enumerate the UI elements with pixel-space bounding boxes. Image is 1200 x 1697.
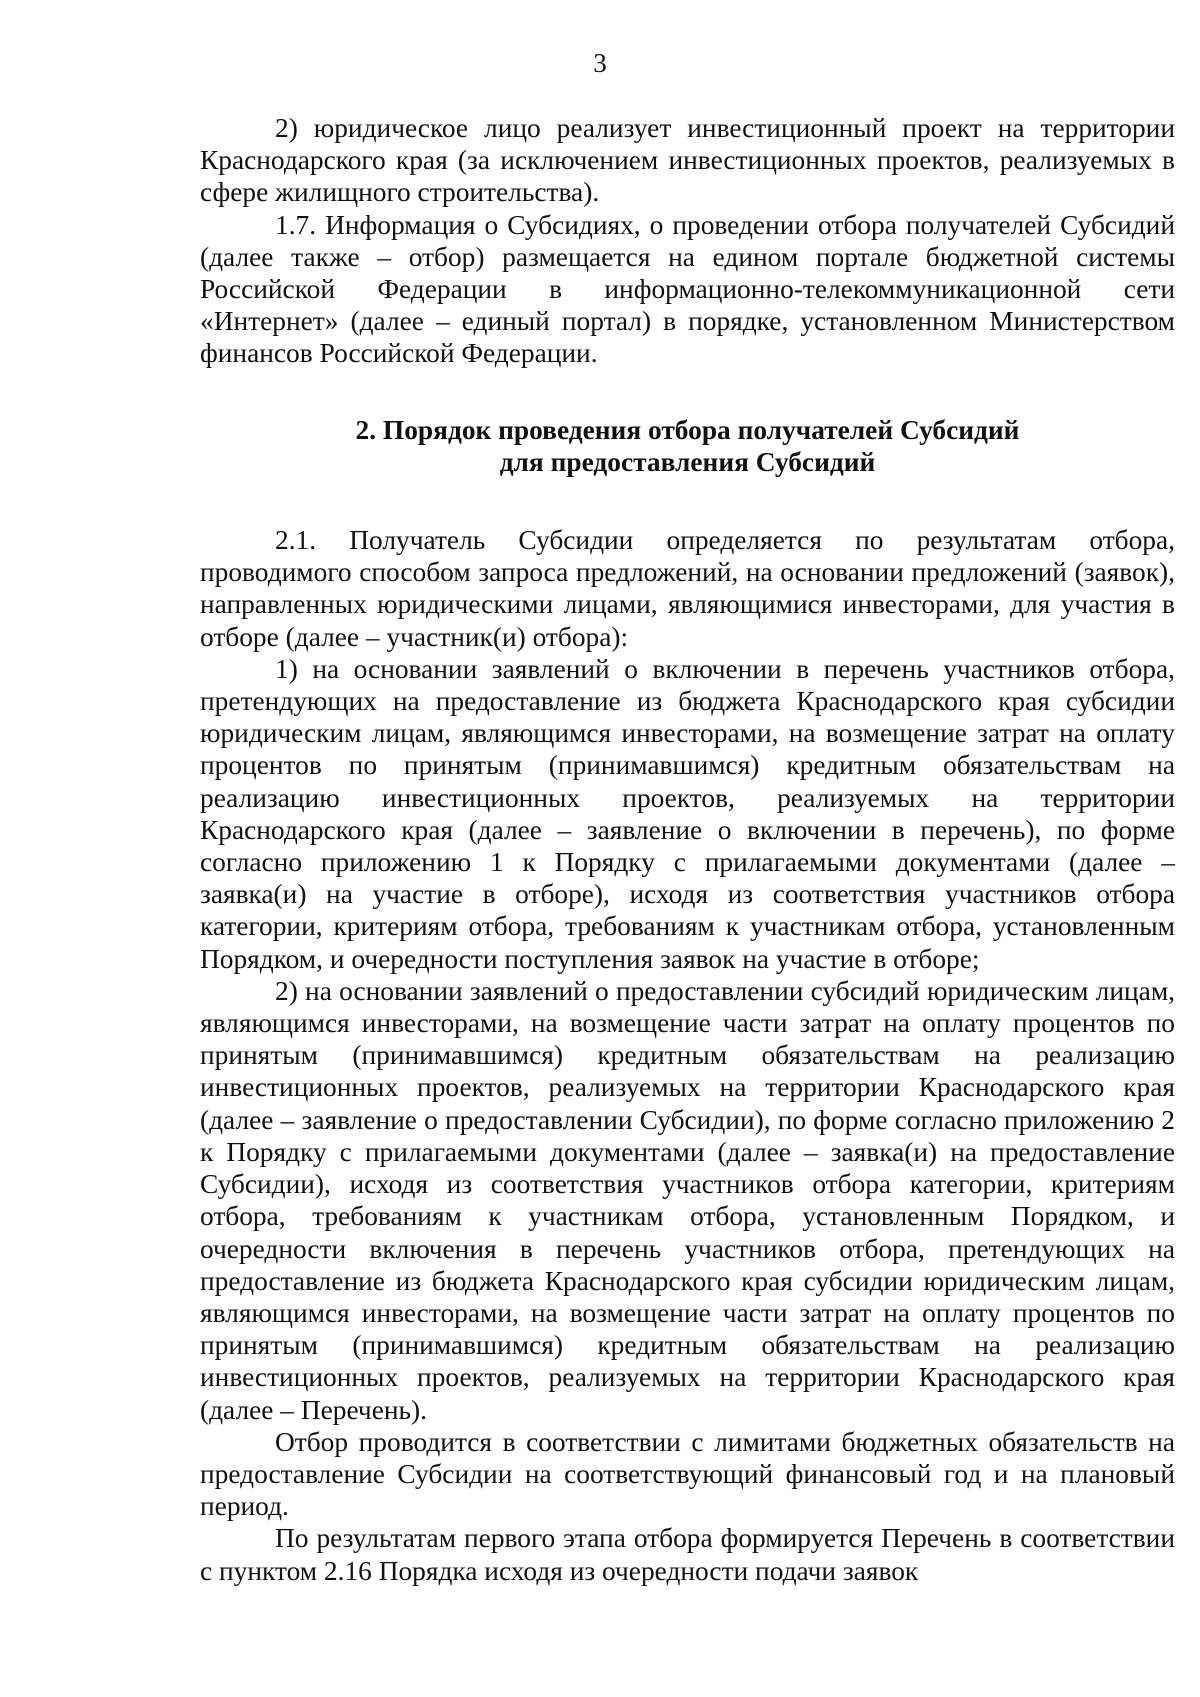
page-number: 3	[593, 48, 607, 78]
paragraph-2-1-item-2: 2) на основании заявлений о предоставлении субсидий юридическим лицам, являющимся инвесторами, на возмещение части затрат на оплату процентов по принятым (принимавшимся) кредитным обязательствам на реализацию инвестиционных проектов, реализуемых на территории Краснодарского края (далее – заявление о предоставлении Субсидии), по форме согласно приложению 2 к Порядку с прилагаемыми документами (далее – заявка(и) на предоставление Субсидии), исходя из соответствия участников отбора категории, критериям отбора, требованиям к участникам отбора, установленным Порядком, и очередности включения в перечень участников отбора, претендующих на предоставление из бюджета Краснодарского края субсидии юридическим лицам, являющимся инвесторами, на возмещение части затрат на оплату процентов по принятым (принимавшимся) кредитным обязательствам на реализацию инвестиционных проектов, реализуемых на территории Краснодарского края (далее – Перечень).	[200, 975, 1175, 1425]
paragraph-2-1-item-1: 1) на основании заявлений о включении в перечень участников отбора, претендующих на предоставление из бюджета Краснодарского края субсидии юридическим лицам, являющимся инвесторами, на возмещение затрат на оплату процентов по принятым (принимавшимся) кредитным обязательствам на реализацию инвестиционных проектов, реализуемых на территории Краснодарского края (далее – заявление о включении в перечень), по форме согласно приложению 1 к Порядку с прилагаемыми документами (далее – заявка(и) на участие в отборе), исходя из соответствия участников отбора категории, критериям отбора, требованиям к участникам отбора, установленным Порядком, и очередности поступления заявок на участие в отборе;	[200, 653, 1175, 974]
document-body	[200, 112, 1175, 1587]
paragraph-2-1: 2.1. Получатель Субсидии определяется по результатам отбора, проводимого способом запроса предложений, на основании предложений (заявок), направленных юридическими лицами, являющимися инвесторами, для участия в отборе (далее – участник(и) отбора):	[200, 525, 1175, 652]
section-heading-line-1: 2. Порядок проведения отбора получателей Субсидий	[355, 414, 1020, 445]
paragraph-item-2: 2) юридическое лицо реализует инвестиционный проект на территории Краснодарского края (за исключением инвестиционных проектов, реализуемых в сфере жилищного строительства).	[200, 113, 1175, 208]
paragraph-1-7: 1.7. Информация о Субсидиях, о проведении отбора получателей Субсидий (далее также – отбор) размещается на едином портале бюджетной системы Российской Федерации в информационно-телекоммуникационной сети «Интернет» (далее – единый портал) в порядке, установленном Министерством финансов Российской Федерации.	[200, 209, 1175, 369]
paragraph-first-stage: По результатам первого этапа отбора формируется Перечень в соответствии с пунктом 2.16 Порядка исходя из очередности подачи заявок	[200, 1523, 1175, 1586]
paragraph-budget-limits: Отбор проводится в соответствии с лимитами бюджетных обязательств на предоставление Субсидии на соответствующий финансовый год и на плановый период.	[200, 1426, 1175, 1522]
section-heading	[200, 414, 1175, 478]
section-heading-line-2: для предоставления Субсидий	[499, 446, 876, 477]
